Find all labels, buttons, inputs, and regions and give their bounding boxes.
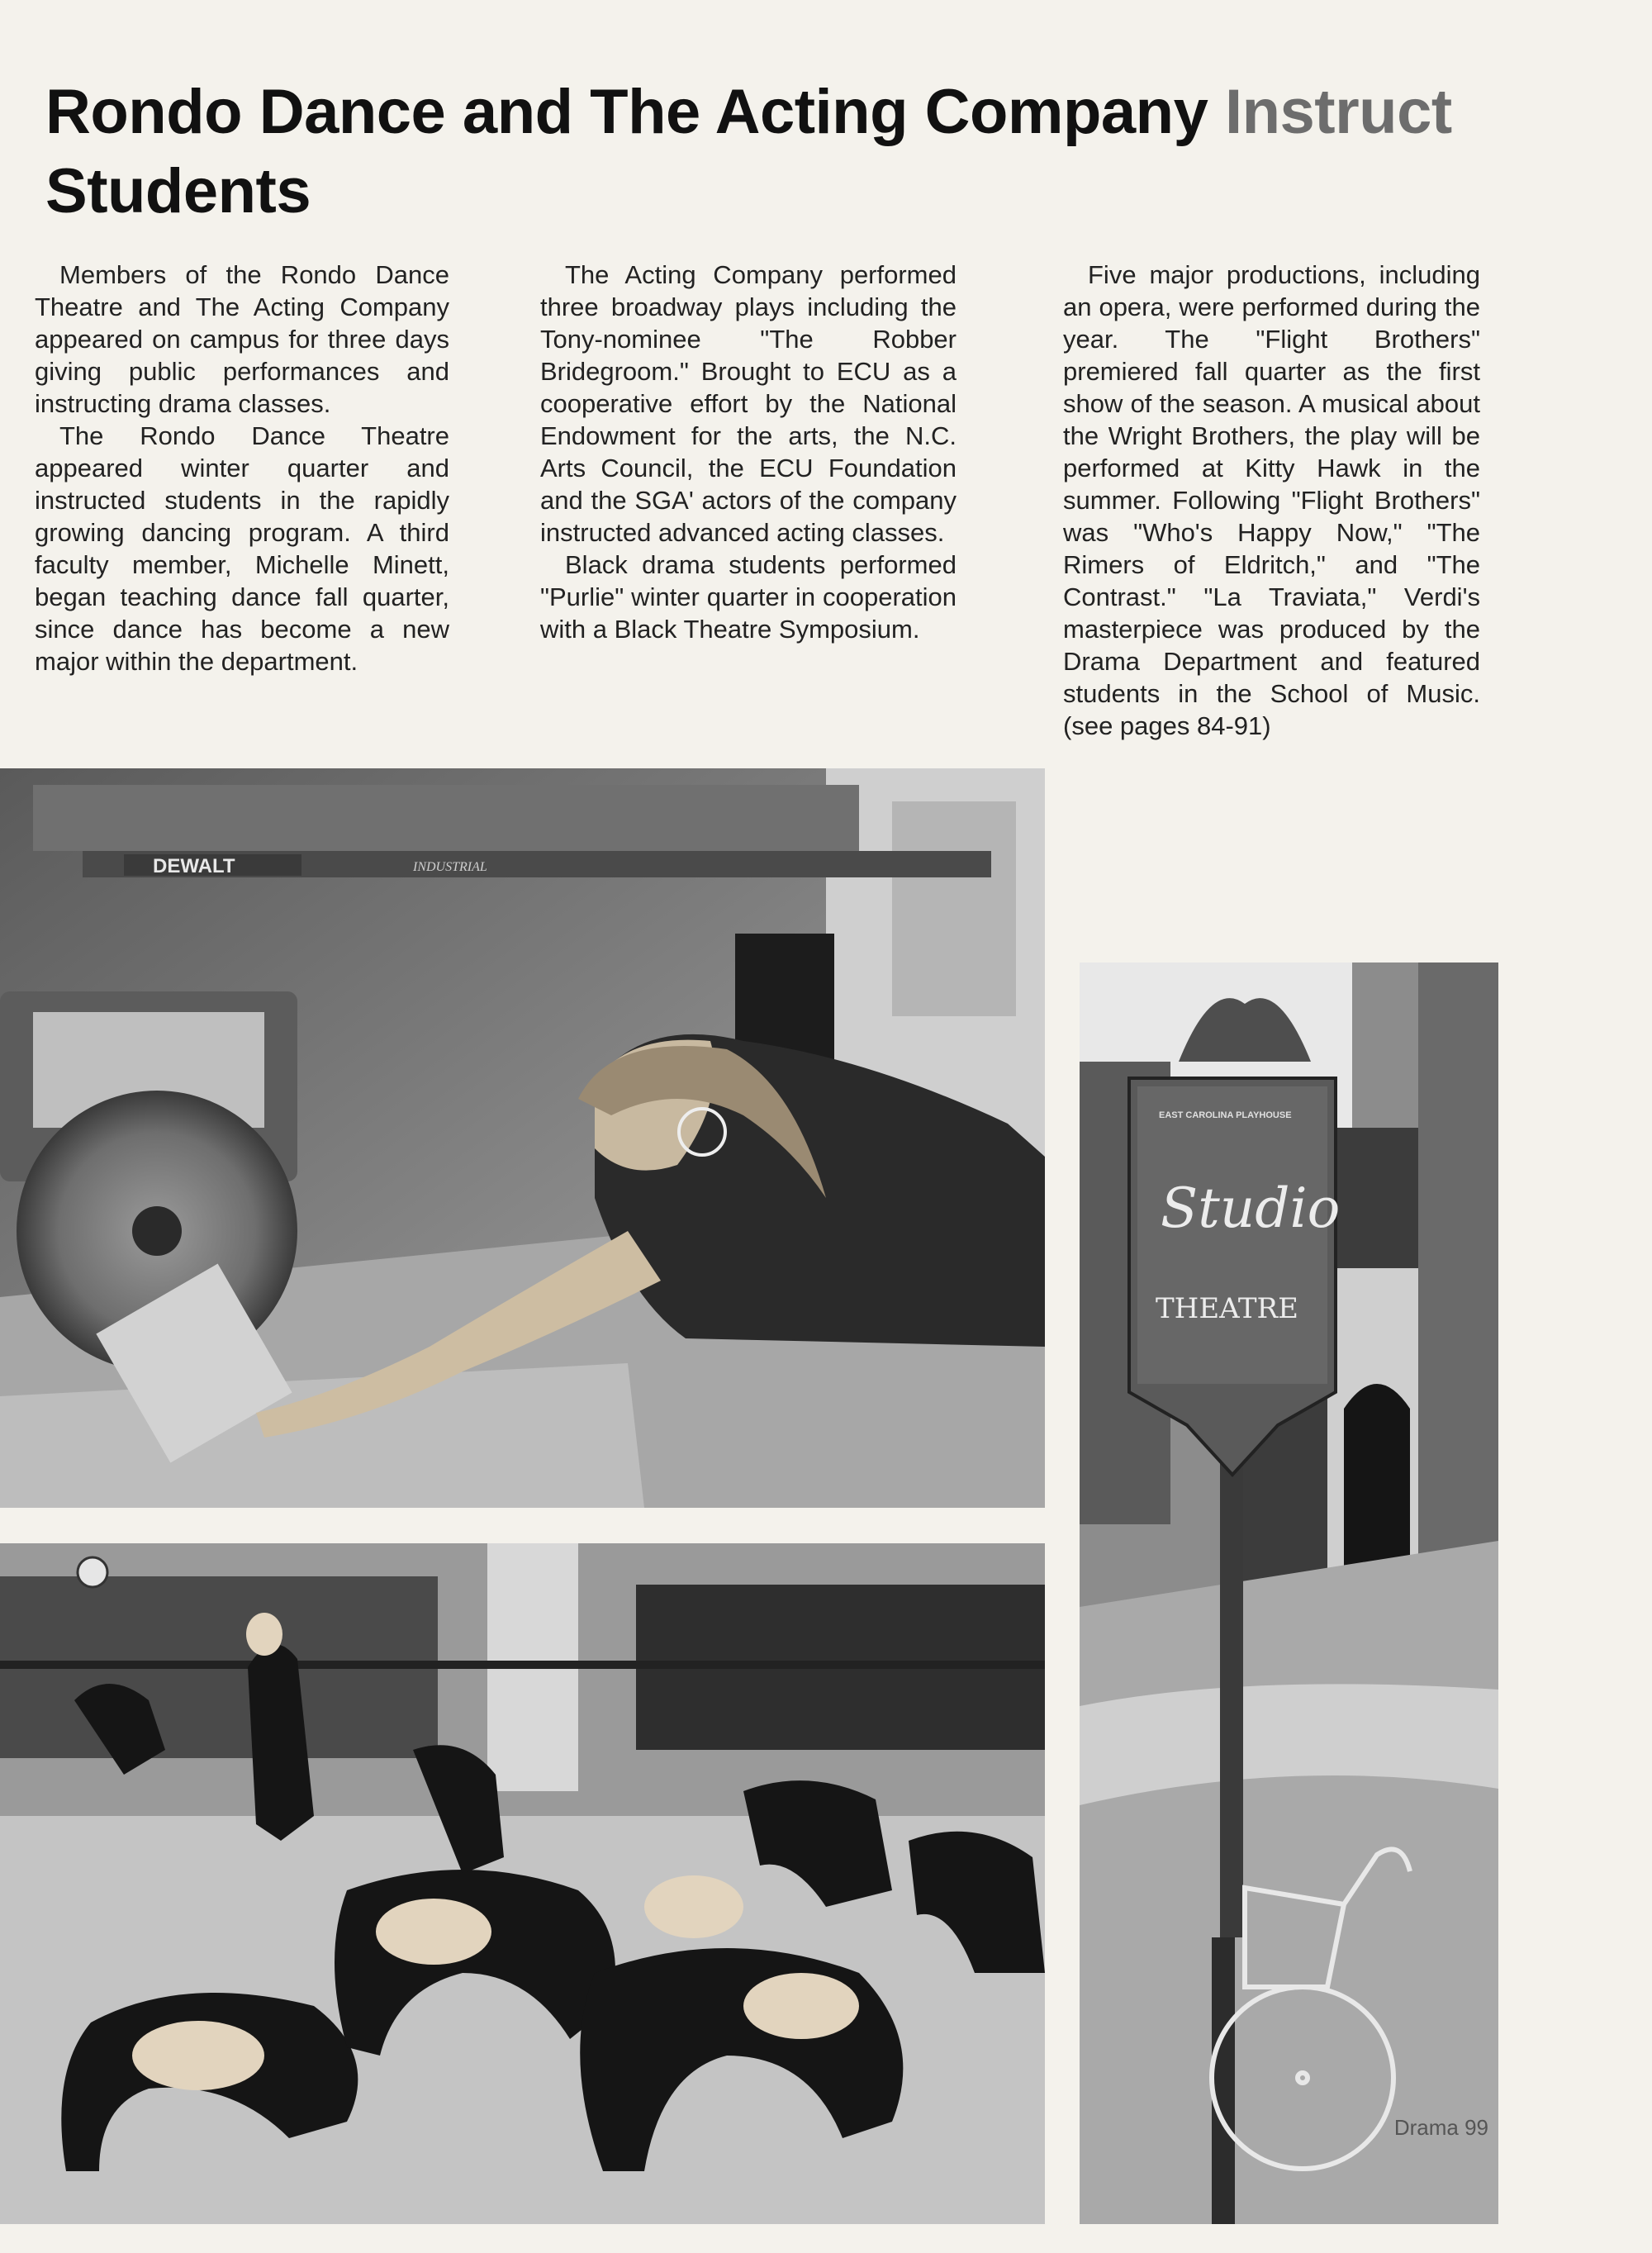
- sign-word-studio: Studio: [1161, 1176, 1341, 1240]
- photo-studio-theatre-sign: [1080, 963, 1498, 2224]
- headline-part-3: Students: [45, 156, 311, 226]
- paragraph: Members of the Rondo Dance Theatre and The Acting Company appeared on campus for three days giving public performances and instructing drama classes.: [35, 260, 449, 418]
- text-column-1: [35, 259, 449, 677]
- saw-arm-sublabel: INDUSTRIAL: [413, 860, 487, 874]
- saw-arm-label: DEWALT: [153, 855, 235, 877]
- page-folio: Drama 99: [1393, 2115, 1488, 2140]
- headline-part-1: Rondo Dance and The Acting Company: [45, 77, 1225, 147]
- paragraph: Black drama students performed "Purlie" winter quarter in cooperation with a Black Theatre Symposium.: [540, 550, 957, 644]
- text-column-2: [540, 259, 957, 645]
- photo-dance-class: [0, 1543, 1045, 2224]
- photo-saw-student: [0, 768, 1045, 1508]
- paragraph: The Acting Company performed three broadway plays including the Tony-nominee "The Robber Bridegroom." Brought to ECU as a cooperative effort by the National Endowment for the arts, the N.C. Arts Council, the ECU Foundation and the SGA' actors of the company instructed advanced acting classes.: [540, 260, 957, 547]
- sign-top-line: EAST CAROLINA PLAYHOUSE: [1159, 1110, 1292, 1120]
- text-column-3: [1063, 259, 1480, 742]
- paragraph: The Rondo Dance Theatre appeared winter quarter and instructed students in the rapidly growing dancing program. A third faculty member, Michelle Minett, began teaching dance fall quarter, since dance has become a new major within the department.: [35, 421, 449, 676]
- page-headline: [45, 73, 1483, 231]
- sign-word-theatre: THEATRE: [1156, 1292, 1298, 1325]
- paragraph: Five major productions, including an opera, were performed during the year. The "Flight Brothers" premiered fall quarter as the first show of the season. A musical about the Wright Brothers, the play will be performed at Kitty Hawk in the summer. Following "Flight Brothers" was "Who's Happy Now," "The Rimers of Eldritch," and "The Contrast." "La Traviata," Verdi's masterpiece was produced by the Drama Department and featured students in the School of Music. (see pages 84-91): [1063, 260, 1480, 740]
- headline-part-2: Instruct: [1224, 77, 1452, 147]
